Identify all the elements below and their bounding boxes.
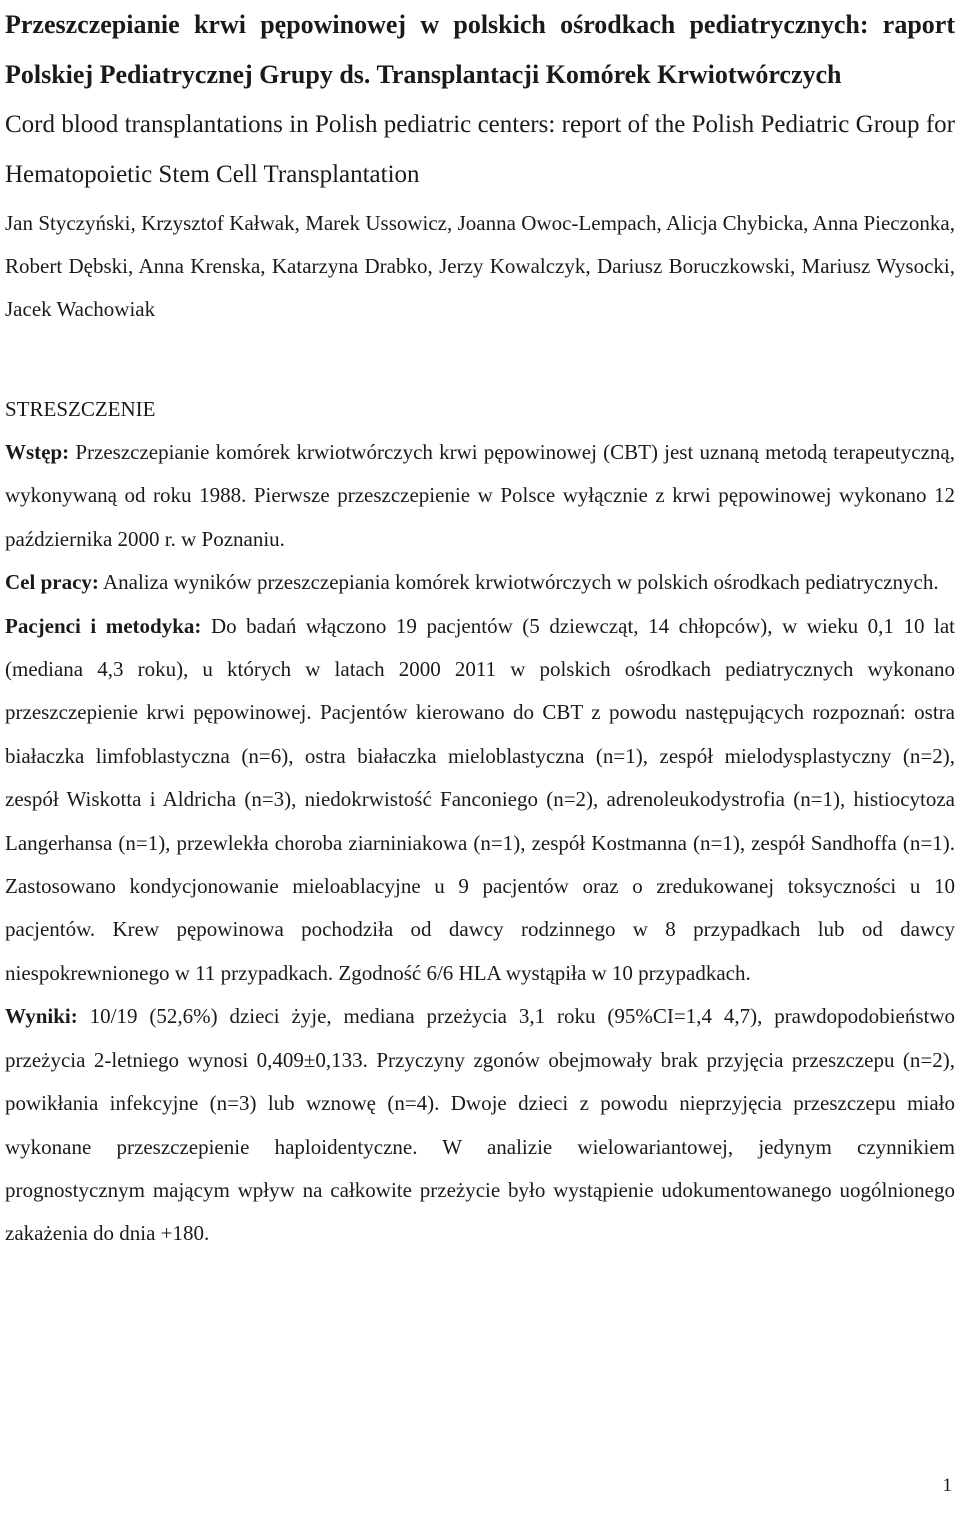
aim-label: Cel pracy: xyxy=(5,570,99,595)
title-polish: Przeszczepianie krwi pępowinowej w polskich ośrodkach pediatrycznych: raport Polskiej Pediatrycznej Grupy ds. Transplantacji Komórek Krwiotwórczych xyxy=(5,10,955,89)
page-number: 1 xyxy=(942,1475,952,1496)
abstract-heading: STRESZCZENIE xyxy=(5,397,156,421)
results-label: Wyniki: xyxy=(5,1004,78,1029)
document-page xyxy=(5,0,955,1256)
results-text: 10/19 (52,6%) dzieci żyje, mediana przeżycia 3,1 roku (95%CI=1,4 4,7), prawdopodobieństwo przeżycia 2-letniego wynosi 0,409±0,133. Przyczyny zgonów obejmowały brak przyjęcia przeszczepu (n=2), powikłania infekcyjne (n=3) lub wznowę (n=4). Dwoje dzieci z powodu nieprzyjęcia przeszczepu miało wykonane przeszczepienie haploidentyczne. W analizie wielowariantowej, jedynym czynnikiem prognostycznym mającym wpływ na całkowite przeżycie było wystąpienie udokumentowanego uogólnionego zakażenia do dnia +180. xyxy=(5,1004,955,1246)
abstract-aim xyxy=(5,561,955,604)
intro-text: Przeszczepianie komórek krwiotwórczych krwi pępowinowej (CBT) jest uznaną metodą terapeutyczną, wykonywaną od roku 1988. Pierwsze przeszczepienie w Polsce wyłącznie z krwi pępowinowej wykonano 12 października 2000 r. w Poznaniu. xyxy=(5,440,955,551)
methods-text: Do badań włączono 19 pacjentów (5 dziewcząt, 14 chłopców), w wieku 0,1 10 lat (mediana 4,3 roku), u których w latach 2000 2011 w polskich ośrodkach pediatrycznych wykonano przeszczepienie krwi pępowinowej. Pacjentów kierowano do CBT z powodu następujących rozpoznań: ostra białaczka limfoblastyczna (n=6), ostra białaczka mieloblastyczna (n=1), zespół mielodysplastyczny (n=2), zespół Wiskotta i Aldricha (n=3), niedokrwistość Fanconiego (n=2), adrenoleukodystrofia (n=1), histiocytoza Langerhansa (n=1), przewlekła choroba ziarniniakowa (n=1), zespół Kostmanna (n=1), zespół Sandhoffa (n=1). Zastosowano kondycjonowanie mieloablacyjne u 9 pacjentów oraz o zredukowanej toksyczności u 10 pacjentów. Krew pępowinowa pochodziła od dawcy rodzinnego w 8 przypadkach lub od dawcy niespokrewnionego w 11 przypadkach. Zgodność 6/6 HLA wystąpiła w 10 przypadkach. xyxy=(5,613,956,985)
title-english: Cord blood transplantations in Polish pediatric centers: report of the Polish Pediatric Group for Hematopoietic Stem Cell Transplantation xyxy=(5,111,955,188)
abstract-methods xyxy=(5,605,955,996)
intro-label: Wstęp: xyxy=(5,440,70,464)
author-list: Jan Styczyński, Krzysztof Kałwak, Marek Ussowicz, Joanna Owoc-Lempach, Alicja Chybicka, Anna Pieczonka, Robert Dębski, Anna Krenska, Katarzyna Drabko, Jerzy Kowalczyk, Dariusz Boruczkowski, Mariusz Wysocki, Jacek Wachowiak xyxy=(5,211,955,321)
aim-text: Analiza wyników przeszczepiania komórek krwiotwórczych w polskich ośrodkach pediatrycznych. xyxy=(98,570,939,595)
methods-label: Pacjenci i metodyka: xyxy=(5,613,202,638)
abstract-results xyxy=(5,995,955,1255)
abstract-intro xyxy=(5,431,955,561)
